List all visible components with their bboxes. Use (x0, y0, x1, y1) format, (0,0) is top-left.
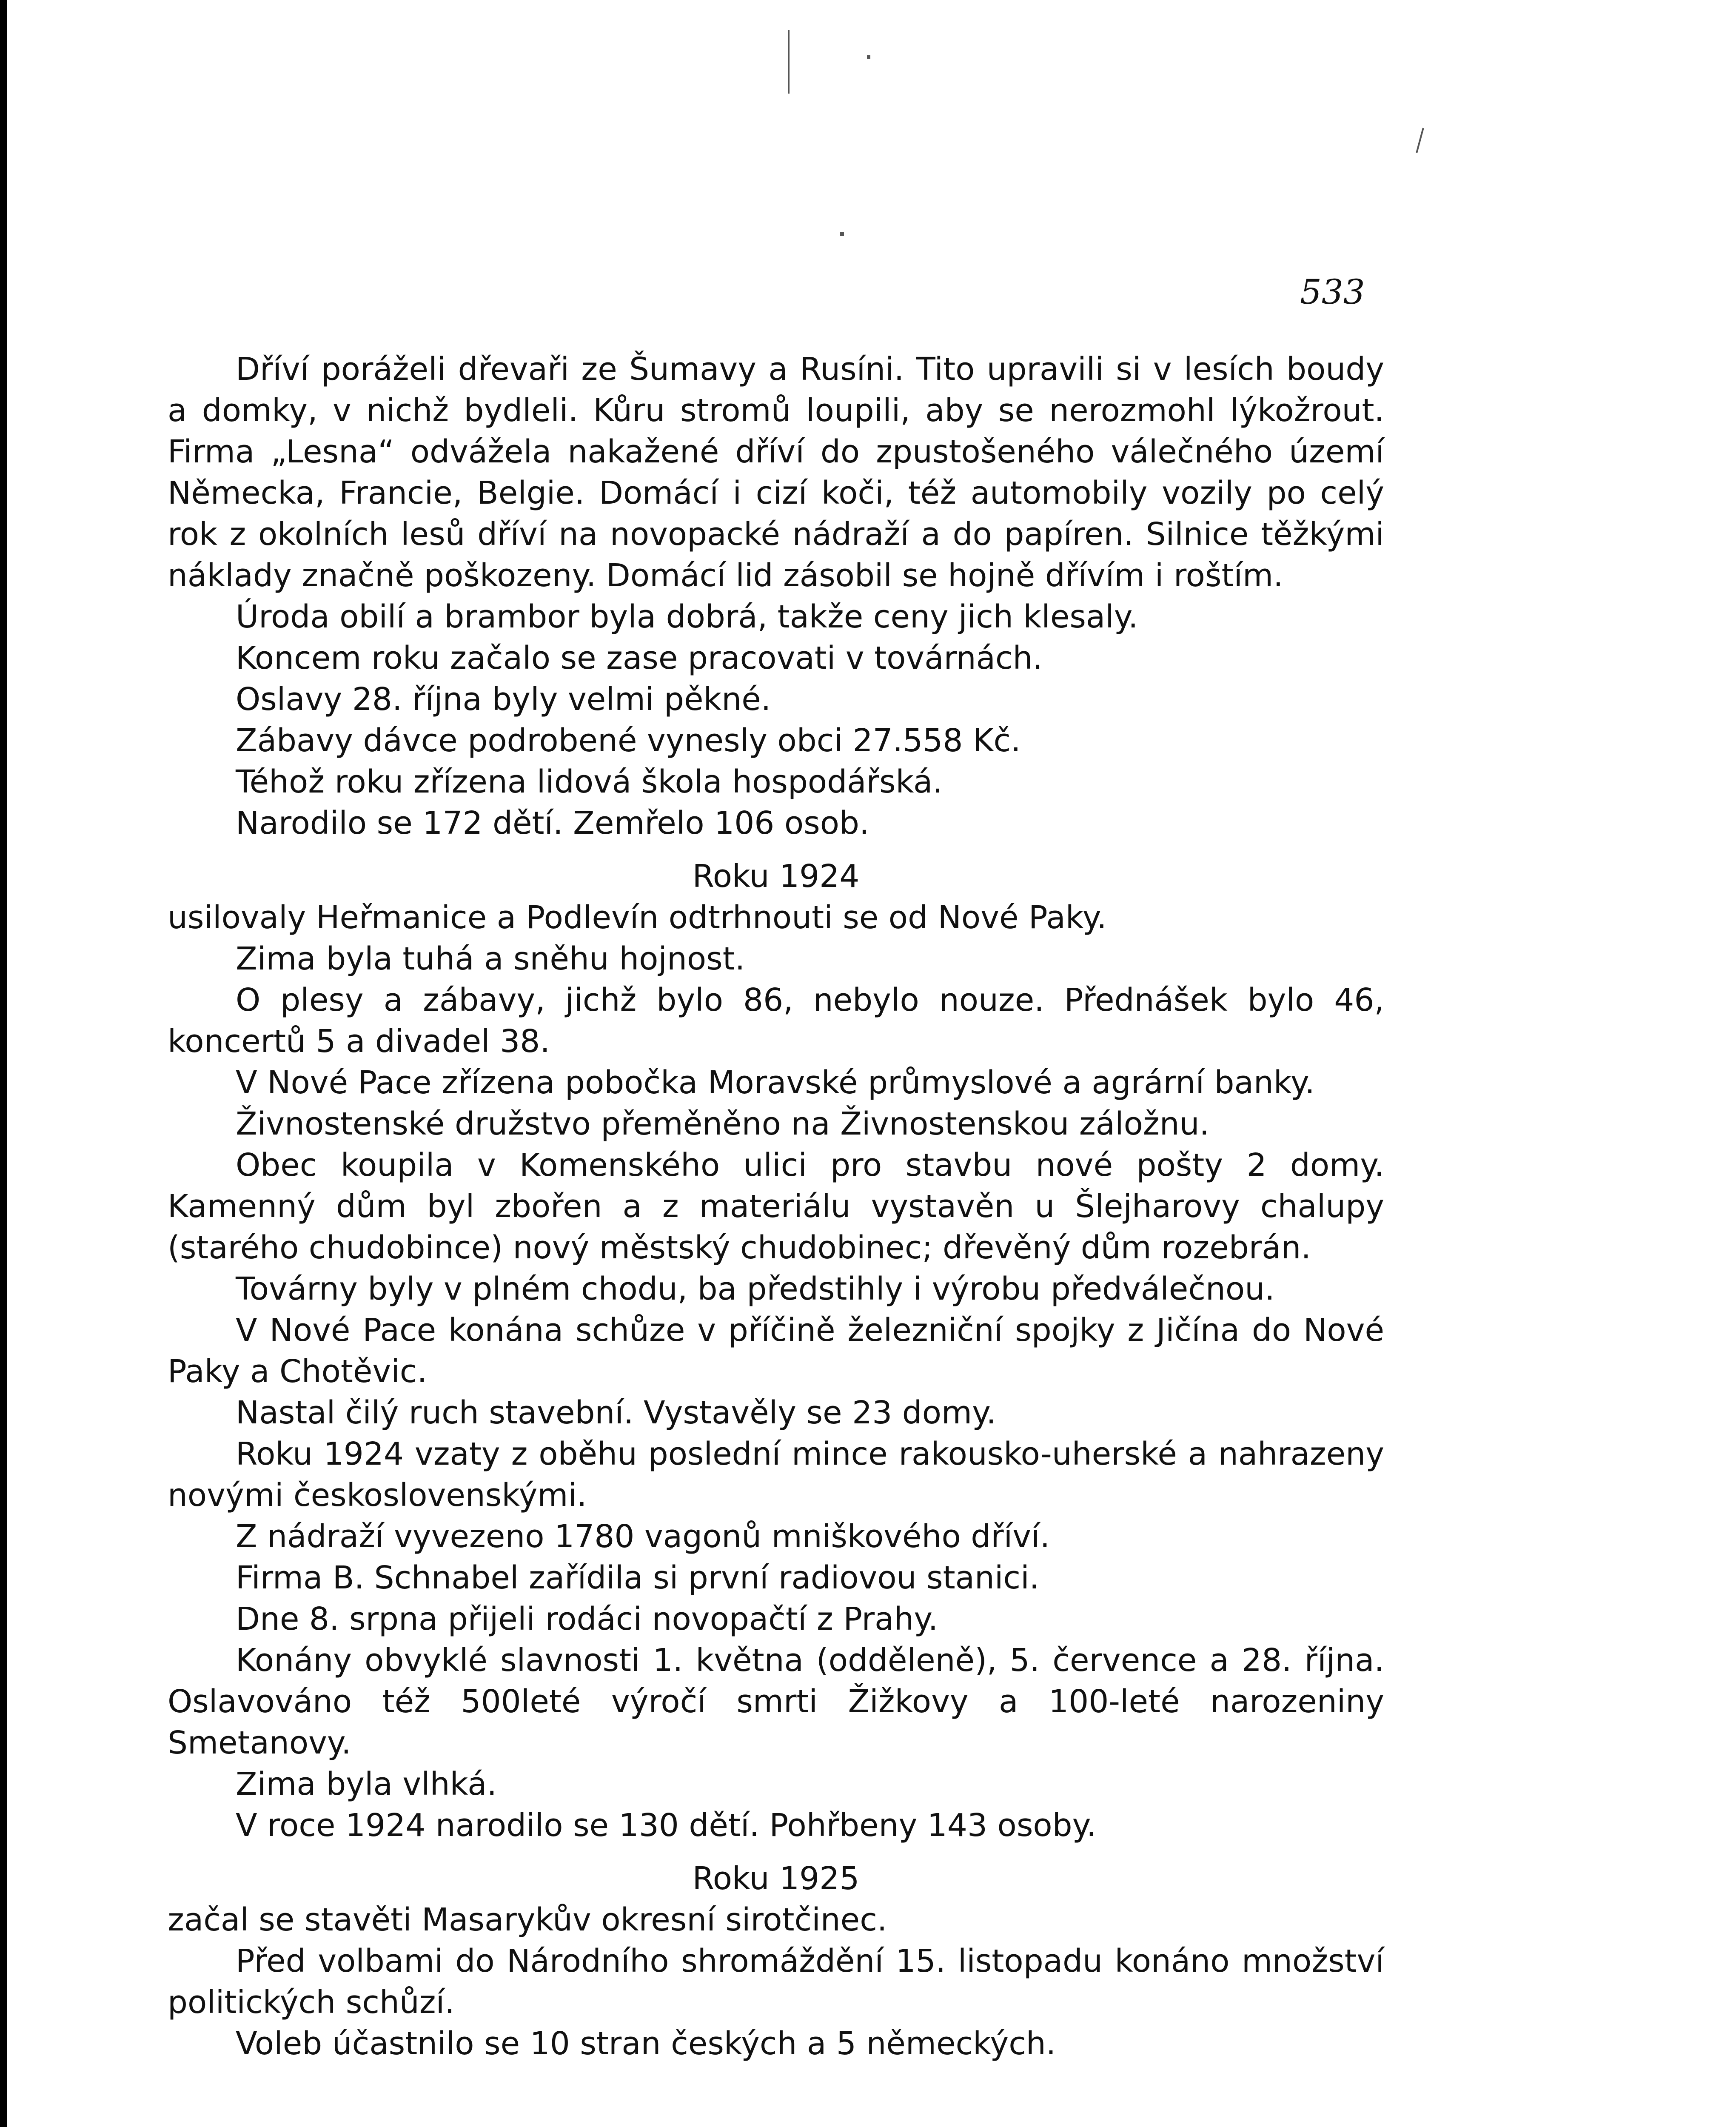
paragraph: Dne 8. srpna přijeli rodáci novopačtí z Prahy. (236, 1601, 938, 1637)
paragraph: usilovaly Heřmanice a Podlevín odtrhnouti se od Nové Paky. (168, 899, 1107, 936)
paragraph: začal se stavěti Masarykův okresní sirotčinec. (168, 1902, 887, 1938)
paragraph: V roce 1924 narodilo se 130 dětí. Pohřbeny 143 osoby. (236, 1807, 1097, 1844)
paragraph: Zima byla vlhká. (236, 1766, 497, 1802)
paragraph: Zábavy dávce podrobené vynesly obci 27.558 Kč. (236, 722, 1021, 759)
paragraph: Zima byla tuhá a sněhu hojnost. (236, 941, 745, 977)
paragraph: V Nové Pace zřízena pobočka Moravské průmyslové a agrární banky. (236, 1064, 1315, 1101)
paragraph: Před volbami do Národního shromáždění 15. listopadu konáno množství politických schůzí. (168, 1943, 1384, 2021)
section-heading-1924: Roku 1924 (692, 858, 860, 895)
paragraph: Obec koupila v Komenského ulici pro stavbu nové pošty 2 domy. Kamenný dům byl zbořen a z materiálu vystavěn u Šlejharovy chalupy (starého chudobince) nový městský chudobinec; dřevěný dům rozebrán. (168, 1147, 1384, 1266)
paragraph: Živnostenské družstvo přeměněno na Živnostenskou záložnu. (236, 1106, 1210, 1142)
page-number: 533 (1300, 272, 1365, 312)
paragraph: Roku 1924 vzaty z oběhu poslední mince rakousko-uherské a nahrazeny novými československými. (168, 1436, 1384, 1514)
paragraph: Úroda obilí a brambor byla dobrá, takže ceny jich klesaly. (236, 599, 1138, 635)
paragraph: Voleb účastnilo se 10 stran českých a 5 německých. (236, 2025, 1056, 2062)
paragraph: Koncem roku začalo se zase pracovati v továrnách. (236, 640, 1043, 676)
scan-mark (788, 30, 790, 94)
paragraph: Narodilo se 172 dětí. Zemřelo 106 osob. (236, 805, 869, 841)
scan-mark (1416, 128, 1424, 153)
page-body (168, 349, 1384, 2064)
paragraph: Nastal čilý ruch stavební. Vystavěly se 23 domy. (236, 1394, 996, 1431)
paragraph: Továrny byly v plném chodu, ba předstihly i výrobu předválečnou. (236, 1271, 1275, 1307)
document-page (7, 0, 1736, 2127)
paragraph: Firma B. Schnabel zařídila si první radiovou stanici. (236, 1560, 1040, 1596)
paragraph: Oslavy 28. října byly velmi pěkné. (236, 681, 771, 718)
paragraph: Dříví poráželi dřevaři ze Šumavy a Rusíni. Tito upravili si v lesích boudy a domky, v nichž bydleli. Kůru stromů loupili, aby se nerozmohl lýkožrout. Firma „Lesna“ odvážela nakažené dříví do zpustošeného válečného území Německa, Francie, Belgie. Domácí i cizí koči, též automobily vozily po celý rok z okolních lesů dříví na novopacké nádraží a do papíren. Silnice těžkými náklady značně poškozeny. Domácí lid zásobil se hojně dřívím i roštím. (168, 351, 1384, 594)
paragraph: O plesy a zábavy, jichž bylo 86, nebylo nouze. Přednášek bylo 46, koncertů 5 a divadel 38. (168, 982, 1384, 1060)
scan-mark (840, 232, 844, 236)
paragraph: Téhož roku zřízena lidová škola hospodářská. (236, 764, 943, 800)
paragraph: Z nádraží vyvezeno 1780 vagonů mniškového dříví. (236, 1518, 1050, 1555)
paragraph: Konány obvyklé slavnosti 1. května (odděleně), 5. července a 28. října. Oslavováno též 500leté výročí smrti Žižkovy a 100-leté narozeniny Smetanovy. (168, 1642, 1384, 1761)
paragraph: V Nové Pace konána schůze v příčině železniční spojky z Jičína do Nové Paky a Chotěvic. (168, 1312, 1384, 1390)
section-heading-1925: Roku 1925 (692, 1860, 860, 1897)
scan-mark (867, 55, 870, 59)
